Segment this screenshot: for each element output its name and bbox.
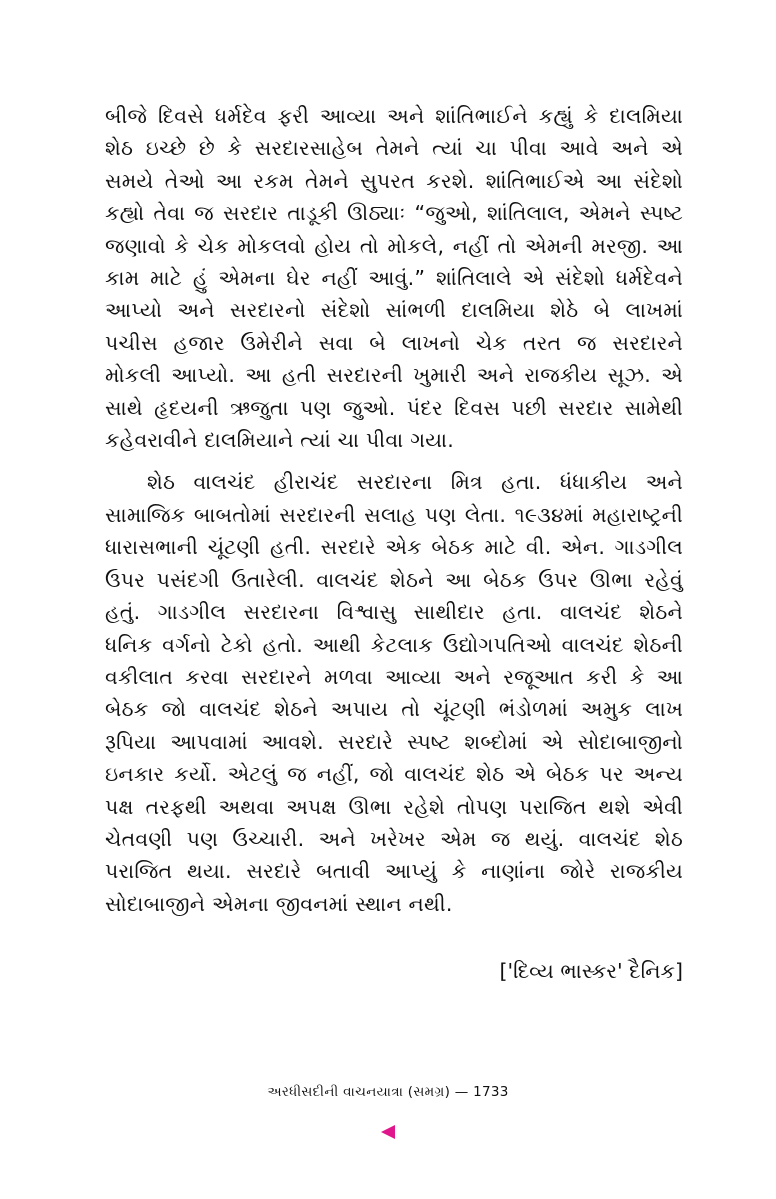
paragraph-line: ચેતવણી પણ ઉચ્ચારી. અને ખરેખર એમ જ થયું. વાલચંદ શેઠ bbox=[105, 826, 683, 851]
page-footer: અરધીસદીની વાચનયાત્રા (સમગ્ર) — 1733 bbox=[267, 1084, 509, 1100]
paragraph-line: પરાજિત થયા. સરદારે બતાવી આપ્યું કે નાણાંના જોરે રાજકીય bbox=[105, 859, 683, 884]
paragraph-1 bbox=[105, 100, 683, 456]
paragraph-2 bbox=[105, 466, 683, 920]
paragraph-line: ધારાસભાની ચૂંટણી હતી. સરદારે એક બેઠક માટે વી. એન. ગાડગીલ bbox=[105, 535, 683, 560]
paragraph-line: સમયે તેઓ આ રકમ તેમને સુપરત કરશે. શાંતિભાઈએ આ સંદેશો bbox=[105, 168, 683, 193]
paragraph-line: બીજે દિવસે ધર્મદેવ ફરી આવ્યા અને શાંતિભાઈને કહ્યું કે દાલમિયા bbox=[105, 104, 683, 128]
paragraph-line: મોકલી આપ્યો. આ હતી સરદારની ખુમારી અને રાજકીય સૂઝ. એ bbox=[105, 363, 683, 388]
paragraph-line: સાથે હૃદયની ઋજુતા પણ જુઓ. પંદર દિવસ પછી સરદાર સામેથી bbox=[105, 395, 683, 420]
paragraph-line: ધનિક વર્ગનો ટેકો હતો. આથી કેટલાક ઉદ્યોગપતિઓ વાલચંદ શેઠની bbox=[105, 632, 683, 657]
paragraph-line: સામાજિક બાબતોમાં સરદારની સલાહ પણ લેતા. ૧૯૩૪માં મહારાષ્ટ્રની bbox=[105, 502, 683, 527]
paragraph-line: હતું. ગાડગીલ સરદારના વિશ્વાસુ સાથીદાર હતા. વાલચંદ શેઠને bbox=[105, 600, 683, 625]
paragraph-line: કામ માટે હું એમના ઘેર નહીં આવું.” શાંતિલાલે એ સંદેશો ધર્મદેવને bbox=[105, 266, 683, 291]
paragraph-line: કહ્યો તેવા જ સરદાર તાડૂકી ઊઠ્યાઃ “જુઓ, શાંતિલાલ, એમને સ્પષ્ટ bbox=[105, 201, 683, 226]
paragraph-line: જણાવો કે ચેક મોકલવો હોય તો મોકલે, નહીં તો એમની મરજી. આ bbox=[105, 233, 683, 258]
paragraph-line: આપ્યો અને સરદારનો સંદેશો સાંભળી દાલમિયા શેઠે બે લાખમાં bbox=[105, 298, 683, 323]
paragraph-line: પક્ષ તરફથી અથવા અપક્ષ ઊભા રહેશે તોપણ પરાજિત થશે એવી bbox=[105, 794, 683, 819]
paragraph-line: શેઠ વાલચંદ હીરાચંદ સરદારના મિત્ર હતા. ધંધાકીય અને bbox=[147, 470, 683, 495]
previous-page-arrow-icon[interactable] bbox=[381, 1125, 395, 1139]
paragraph-line: કહેવરાવીને દાલમિયાને ત્યાં ચા પીવા ગયા. bbox=[105, 428, 454, 453]
paragraph-line: રૂપિયા આપવામાં આવશે. સરદારે સ્પષ્ટ શબ્દોમાં એ સોદાબાજીનો bbox=[105, 729, 683, 754]
paragraph-line: પચીસ હજાર ઉમેરીને સવા બે લાખનો ચેક તરત જ સરદારને bbox=[105, 330, 683, 355]
article-body bbox=[105, 100, 683, 920]
paragraph-line: વકીલાત કરવા સરદારને મળવા આવ્યા અને રજૂઆત કરી કે આ bbox=[105, 664, 683, 689]
source-citation: ['દિવ્ય ભાસ્કર' દૈનિક] bbox=[499, 959, 683, 983]
paragraph-line: શેઠ ઇચ્છે છે કે સરદારસાહેબ તેમને ત્યાં ચા પીવા આવે અને એ bbox=[105, 136, 683, 161]
paragraph-line: ઉપર પસંદગી ઉતારેલી. વાલચંદ શેઠને આ બેઠક ઉપર ઊભા રહેવું bbox=[105, 567, 683, 592]
paragraph-line: બેઠક જો વાલચંદ શેઠને અપાય તો ચૂંટણી ભંડોળમાં અમુક લાખ bbox=[105, 697, 683, 722]
paragraph-line: ઇનકાર કર્યો. એટલું જ નહીં, જો વાલચંદ શેઠ એ બેઠક પર અન્ય bbox=[105, 762, 683, 787]
paragraph-line: સોદાબાજીને એમના જીવનમાં સ્થાન નથી. bbox=[105, 891, 453, 916]
